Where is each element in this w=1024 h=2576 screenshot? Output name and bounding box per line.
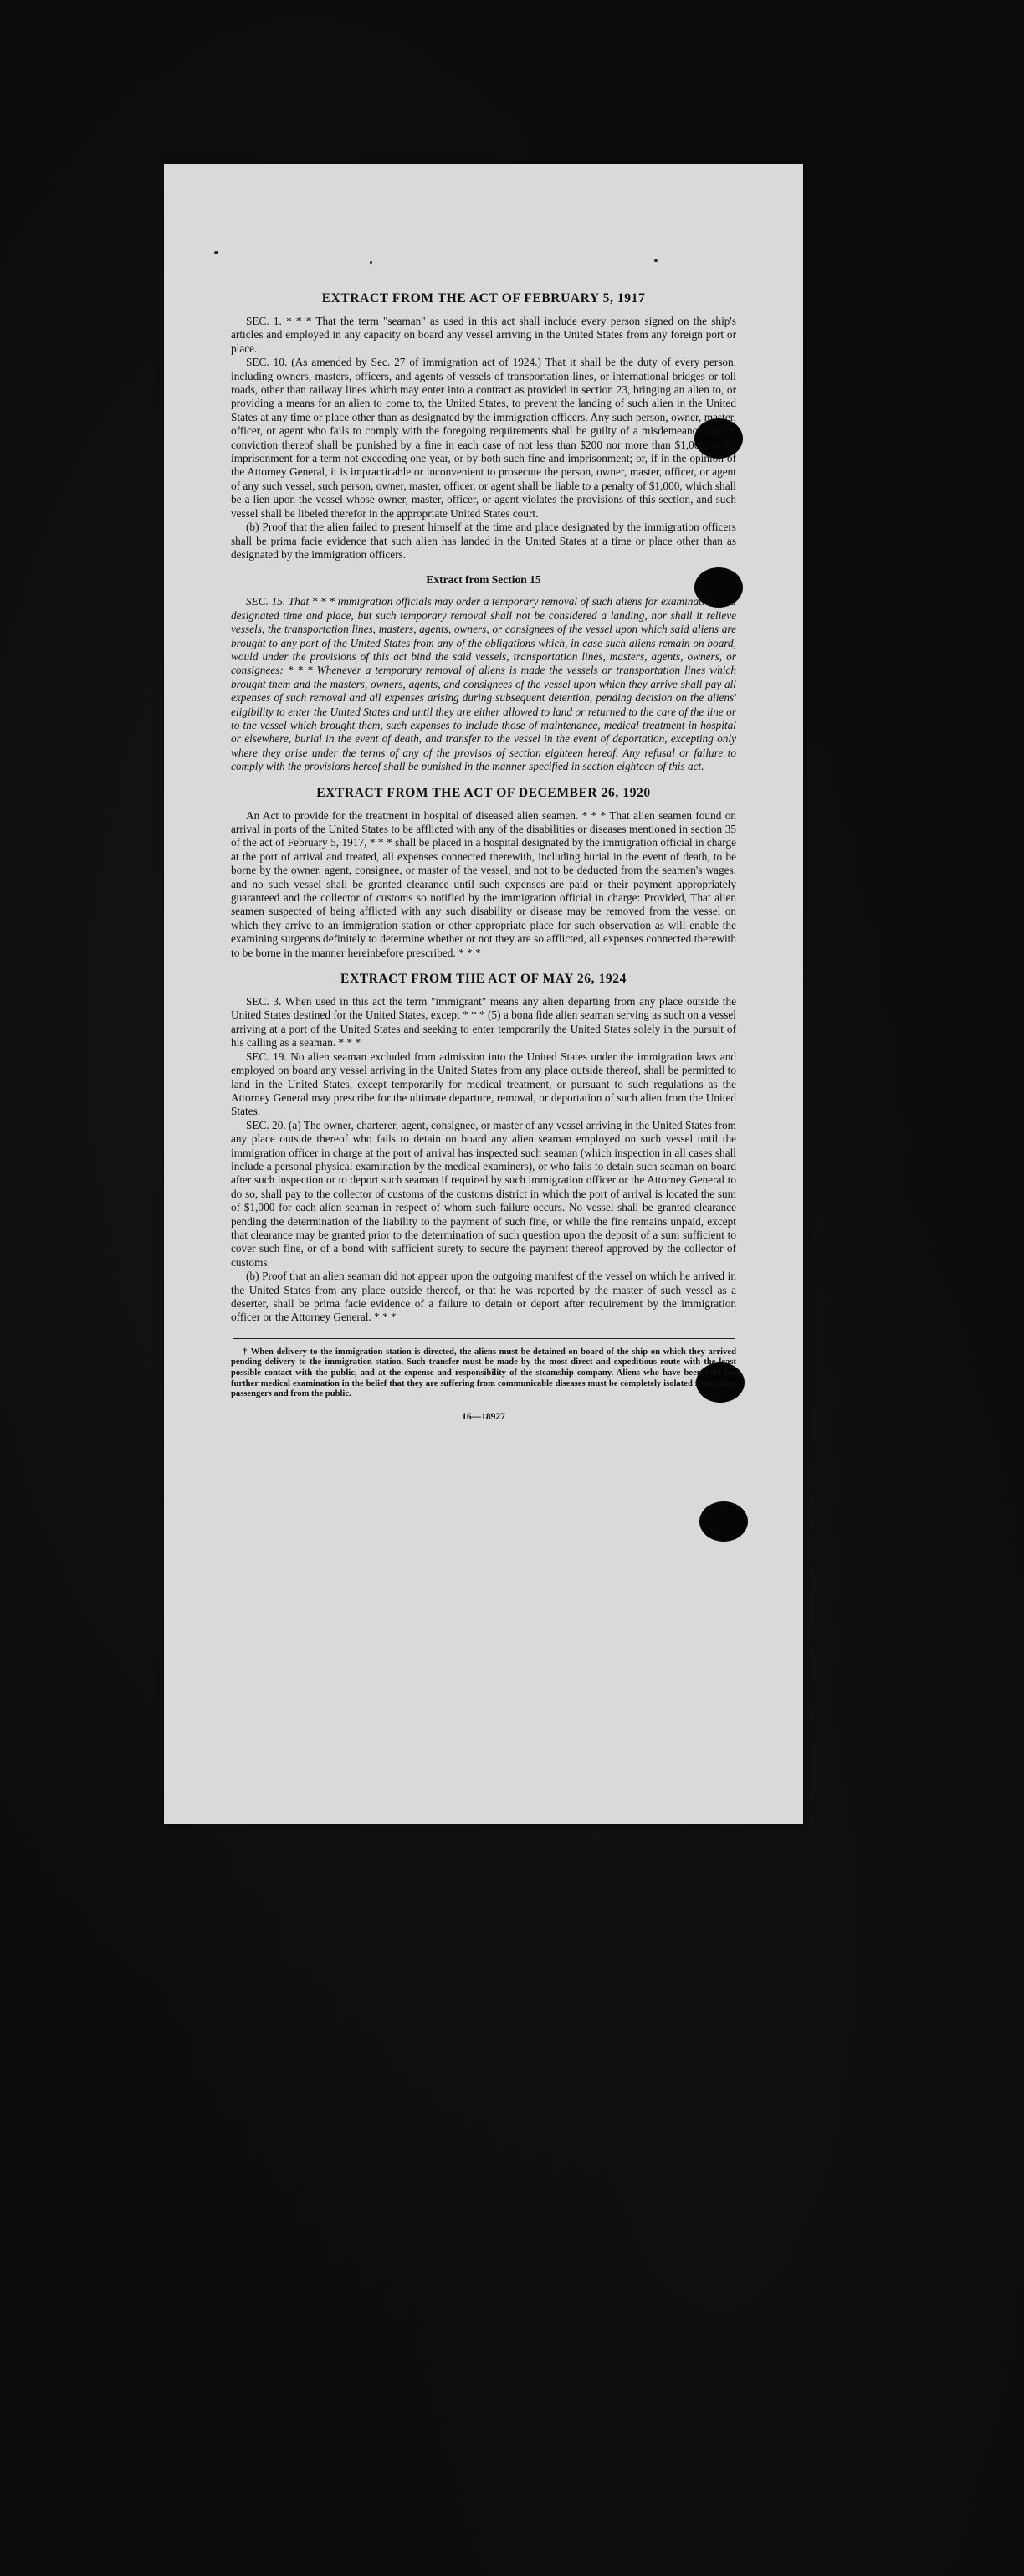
paragraph: SEC. 1. * * * That the term "seaman" as used in this act shall include every person signed on the ship's articles and employed in any capacity on board any vessel arriving in the United States from any foreign port or place. — [231, 315, 736, 355]
act-1924-extract — [231, 972, 736, 1325]
page-top-margin — [164, 164, 803, 264]
paragraph: An Act to provide for the treatment in hospital of diseased alien seamen. * * * That alien seamen found on arrival in ports of the United States to be afflicted with any of the disabilities or diseases mentioned in section 35 of the act of February 5, 1917, * * * shall be placed in a hospital designated by the immigration official in charge at the port of arrival and treated, all expenses connected therewith, including burial in the event of death, to be borne by the owner, agent, consignee, or master of the vessel, and not to be deducted from the seamen's wages, and no such vessel shall be granted clearance until such expenses are paid or their payment appropriately guaranteed and the collector of customs so notified by the immigration official in charge: Provided, That alien seamen suspected of being afflicted with any such disability or disease may be removed from the vessel on which they arrive to an immigration station or other appropriate place for such observation as will enable the examining surgeons definitely to determine whether or not they are so afflicted, all expenses connected therewith to be borne in the manner hereinbefore prescribed. * * * — [231, 808, 736, 959]
paragraph: (b) Proof that an alien seaman did not appear upon the outgoing manifest of the vessel on which he arrived in the United States from any place outside thereof, or that he was reported by the master of such vessel as a deserter, shall be prima facie evidence of a failure to detain or deport after requirement by the immigration officer or the Attorney General. * * * — [231, 1270, 736, 1324]
ink-speck — [654, 259, 658, 262]
paragraph: SEC. 3. When used in this act the term "immigrant" means any alien departing from any place outside the United States destined for the United States, except * * * (5) a bona fide alien seaman serving as such on a vessel arriving at a port of the United States and seeking to enter temporarily the United States solely in the pursuit of his calling as a seaman. * * * — [231, 995, 736, 1049]
ink-speck — [370, 261, 372, 264]
paragraph: SEC. 19. No alien seaman excluded from admission into the United States under the immigration laws and employed on board any vessel arriving in the United States from any place outside thereof, shall be permitted to land in the United States, except temporarily for medical treatment, or pursuant to such regulations as the Attorney General may prescribe for the ultimate departure, removal, or deportation of such alien from the United States. — [231, 1049, 736, 1118]
section-heading: EXTRACT FROM THE ACT OF MAY 26, 1924 — [340, 972, 627, 987]
paragraph: SEC. 10. (As amended by Sec. 27 of immigration act of 1924.) That it shall be the duty of every person, including owners, masters, officers, and agents of vessels of transportation lines, or international bridges or toll roads, other than railway lines which may enter into a contract as provided in section 23, bringing an alien to, or providing a means for an alien to come to, the United States, to prevent the landing of such alien in the United States at any time or place other than as designated by the immigration officers. Any such person, owner, master, officer, or agent who fails to comply with the foregoing requirements shall be guilty of a misdemeanor and on conviction thereof shall be punished by a fine in each case of not less than $200 nor more than $1,000, or by imprisonment for a term not exceeding one year, or by both such fine and imprisonment; or, if in the opinion of the Attorney General, it is impracticable or inconvenient to prosecute the person, owner, master, officer, or agent of any such vessel, such person, owner, master, officer, or agent shall be liable to a penalty of $1,000, which shall be a lien upon the vessel whose owner, master, officer, or agent violates the provisions of this section, and such vessel shall be libeled therefor in the appropriate United States court. — [231, 356, 736, 520]
paragraph: (b) Proof that the alien failed to present himself at the time and place designated by the immigration officers shall be prima facie evidence that such alien has landed in the United States at a time or place other than as designated by the immigration officers. — [231, 521, 736, 561]
act-1917-extract — [231, 291, 736, 562]
paragraph: SEC. 15. That * * * immigration officials may order a temporary removal of such aliens for examination at a designated time and place, but such temporary removal shall not be considered a landing, nor shall it relieve vessels, the transportation lines, masters, agents, owners, or consignees of the vessel upon which said aliens are brought to any port of the United States from any of the obligations which, in case such aliens remain on board, would under the provisions of this act bind the said vessels, transportation lines, masters, agents, owners, or consignees: * * * Whenever a temporary removal of aliens is made the vessels or transportation lines which brought them and the masters, owners, agents, and consignees of the vessel upon which they arrive shall pay all expenses of such removal and all expenses arising during subsequent detention, pending decision on the aliens' eligibility to enter the United States and until they are either allowed to land or returned to the care of the line or to the vessel which brought them, such expenses to include those of maintenance, medical treatment in hospital or elsewhere, burial in the event of death, and transfer to the vessel in the event of deportation, excepting only where they arise under the terms of any of the provisos of section eighteen hereof. Any refusal or failure to comply with the provisions hereof shall be punished in the manner specified in section eighteen of this act. — [231, 595, 736, 773]
paragraph: SEC. 20. (a) The owner, charterer, agent, consignee, or master of any vessel arriving in the United States from any place outside thereof who fails to detain on board any alien seaman employed on such vessel until the immigration officer in charge at the port of arrival has inspected such seaman (which inspection in all cases shall include a personal physical examination by the medical examiners), or who fails to detain such seaman on board after such inspection or to deport such seaman if required by such immigration officer or the Attorney General to do so, shall pay to the collector of customs of the customs district in which the port of arrival is located the sum of $1,000 for each alien seaman in respect of whom such failure occurs. No vessel shall be granted clearance pending the determination of the liability to the payment of such fine, or while the fine remains unpaid, except that clearance may be granted prior to the determination of such question upon the deposit of a sum sufficient to cover such fine, or of a bond with sufficient surety to secure the payment thereof approved by the collector of customs. — [231, 1118, 736, 1269]
document-page — [164, 164, 803, 1824]
sub-heading: Extract from Section 15 — [426, 573, 541, 587]
section-heading: EXTRACT FROM THE ACT OF DECEMBER 26, 1920 — [316, 785, 651, 800]
form-number: 16—18927 — [462, 1411, 505, 1422]
ink-speck — [214, 251, 218, 254]
section-heading: EXTRACT FROM THE ACT OF FEBRUARY 5, 1917 — [321, 291, 646, 305]
footnote: † When delivery to the immigration station is directed, the aliens must be detained on board of the ship on which they arrived pending delivery to the immigration station. Such transfer must be made by the most direct and expeditious route with the least possible contact with the public, and at the expense and responsibility of the steamship company. Aliens who have been held for further medical examination in the belief that they are suffering from communicable diseases must be completely isolated from other passengers and from the public. — [231, 1347, 736, 1399]
document-body — [231, 291, 736, 1422]
section-15-extract — [231, 573, 736, 773]
divider — [233, 1338, 735, 1339]
punch-hole — [699, 1501, 748, 1542]
act-1920-extract — [231, 786, 736, 960]
